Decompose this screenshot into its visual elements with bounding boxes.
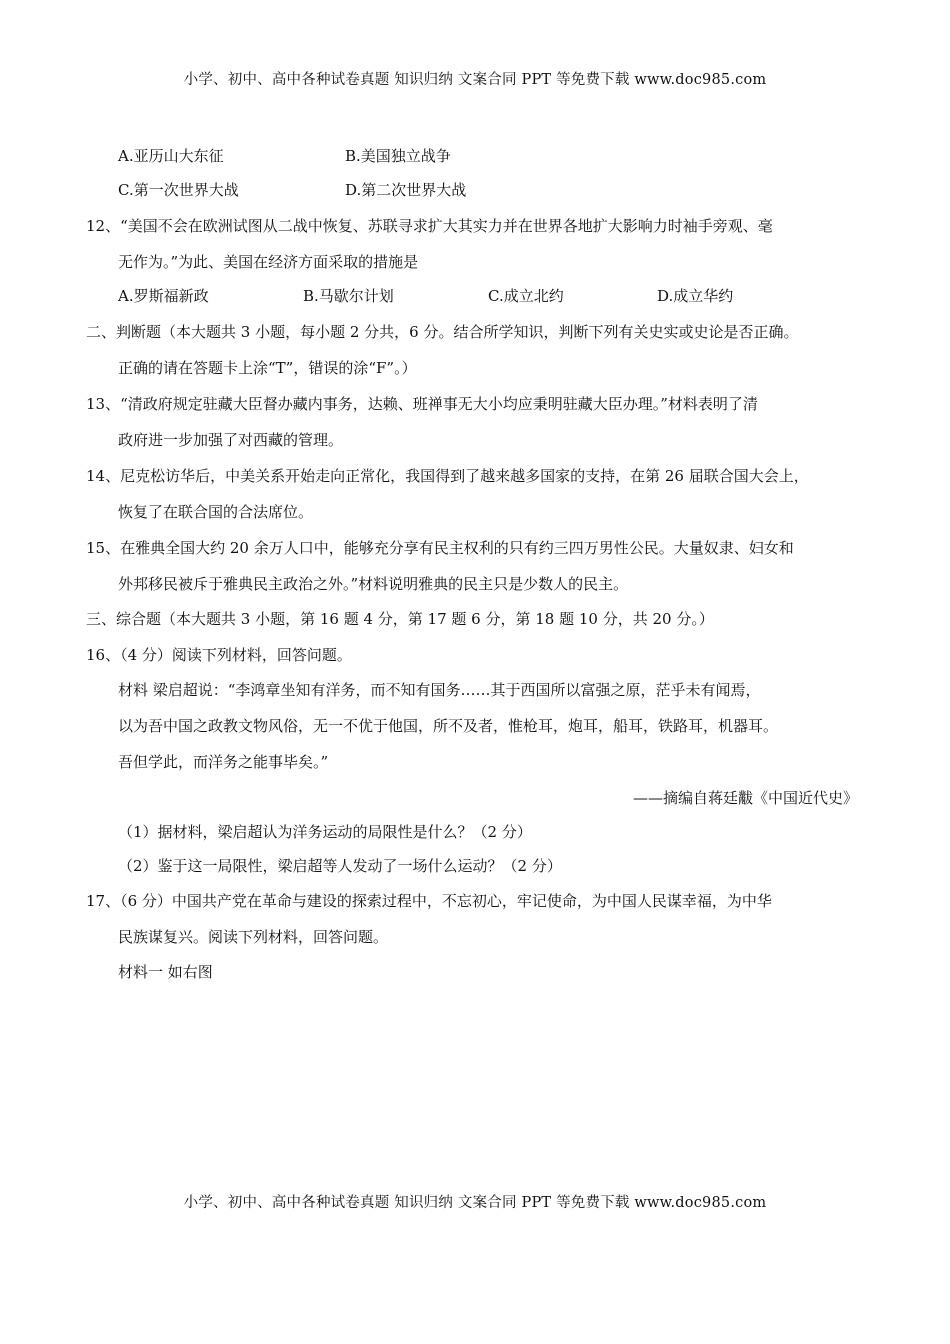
q16-subquestion-2: （2）鉴于这一局限性，梁启超等人发动了一场什么运动？（2 分） bbox=[118, 857, 562, 875]
q16-material-line3: 吾但学此，而洋务之能事毕矣。” bbox=[118, 753, 329, 771]
page-header: 小学、初中、高中各种试卷真题 知识归纳 文案合同 PPT 等免费下载 www.doc985.com bbox=[183, 72, 767, 88]
q16-subquestion-1: （1）据材料，梁启超认为洋务运动的局限性是什么？（2 分） bbox=[118, 823, 532, 841]
q13-line2: 政府进一步加强了对西藏的管理。 bbox=[118, 431, 344, 449]
q17-line1: 17、（6 分）中国共产党在革命与建设的探索过程中，不忘初心，牢记使命，为中国人民谋幸福，为中华 bbox=[86, 892, 772, 910]
q12-option-b: B.马歇尔计划 bbox=[303, 287, 394, 305]
section3-heading: 三、综合题（本大题共 3 小题，第 16 题 4 分，第 17 题 6 分，第 18 题 10 分，共 20 分。） bbox=[86, 610, 714, 628]
q12-option-d: D.成立华约 bbox=[657, 287, 734, 305]
section2-heading-line1: 二、判断题（本大题共 3 小题，每小题 2 分共，6 分。结合所学知识，判断下列有关史实或史论是否正确。 bbox=[86, 323, 799, 341]
q12-stem-line1: 12、“美国不会在欧洲试图从二战中恢复、苏联寻求扩大其实力并在世界各地扩大影响力时袖手旁观、毫 bbox=[86, 217, 773, 235]
q13-line1: 13、“清政府规定驻藏大臣督办藏内事务，达赖、班禅事无大小均应秉明驻藏大臣办理。”材料表明了清 bbox=[86, 395, 758, 413]
q16-material-line2: 以为吾中国之政教文物风俗，无一不优于他国，所不及者，惟枪耳，炮耳，船耳，铁路耳，机器耳。 bbox=[118, 717, 779, 735]
q11-option-b: B.美国独立战争 bbox=[345, 147, 451, 165]
q14-line1: 14、尼克松访华后，中美关系开始走向正常化，我国得到了越来越多国家的支持，在第 26 届联合国大会上， bbox=[86, 467, 809, 485]
q12-stem-line2: 无作为。”为此、美国在经济方面采取的措施是 bbox=[118, 253, 419, 271]
q17-line2: 民族谋复兴。阅读下列材料，回答问题。 bbox=[118, 928, 389, 946]
section2-heading-line2: 正确的请在答题卡上涂“T”，错误的涂“F”。） bbox=[118, 359, 417, 377]
q15-line2: 外邦移民被斥于雅典民主政治之外。”材料说明雅典的民主只是少数人的民主。 bbox=[118, 575, 629, 593]
q11-option-c: C.第一次世界大战 bbox=[118, 181, 239, 199]
q11-option-a: A.亚历山大东征 bbox=[118, 147, 224, 165]
q11-option-d: D.第二次世界大战 bbox=[345, 181, 467, 199]
q17-material1-label: 材料一 如右图 bbox=[118, 963, 213, 981]
q15-line1: 15、在雅典全国大约 20 余万人口中，能够充分享有民主权利的只有约三四万男性公民。大量奴隶、妇女和 bbox=[86, 539, 794, 557]
q14-line2: 恢复了在联合国的合法席位。 bbox=[118, 503, 314, 521]
q16-stem: 16、（4 分）阅读下列材料，回答问题。 bbox=[86, 646, 352, 664]
q12-option-a: A.罗斯福新政 bbox=[118, 287, 209, 305]
page-footer: 小学、初中、高中各种试卷真题 知识归纳 文案合同 PPT 等免费下载 www.doc985.com bbox=[183, 1195, 767, 1211]
q12-option-c: C.成立北约 bbox=[488, 287, 564, 305]
q16-source: ——摘编自蒋廷黻《中国近代史》 bbox=[632, 789, 858, 807]
q16-material-line1: 材料 梁启超说：“李鸿章坐知有洋务，而不知有国务……其于西国所以富强之原，茫乎未有闻焉， bbox=[118, 681, 761, 699]
